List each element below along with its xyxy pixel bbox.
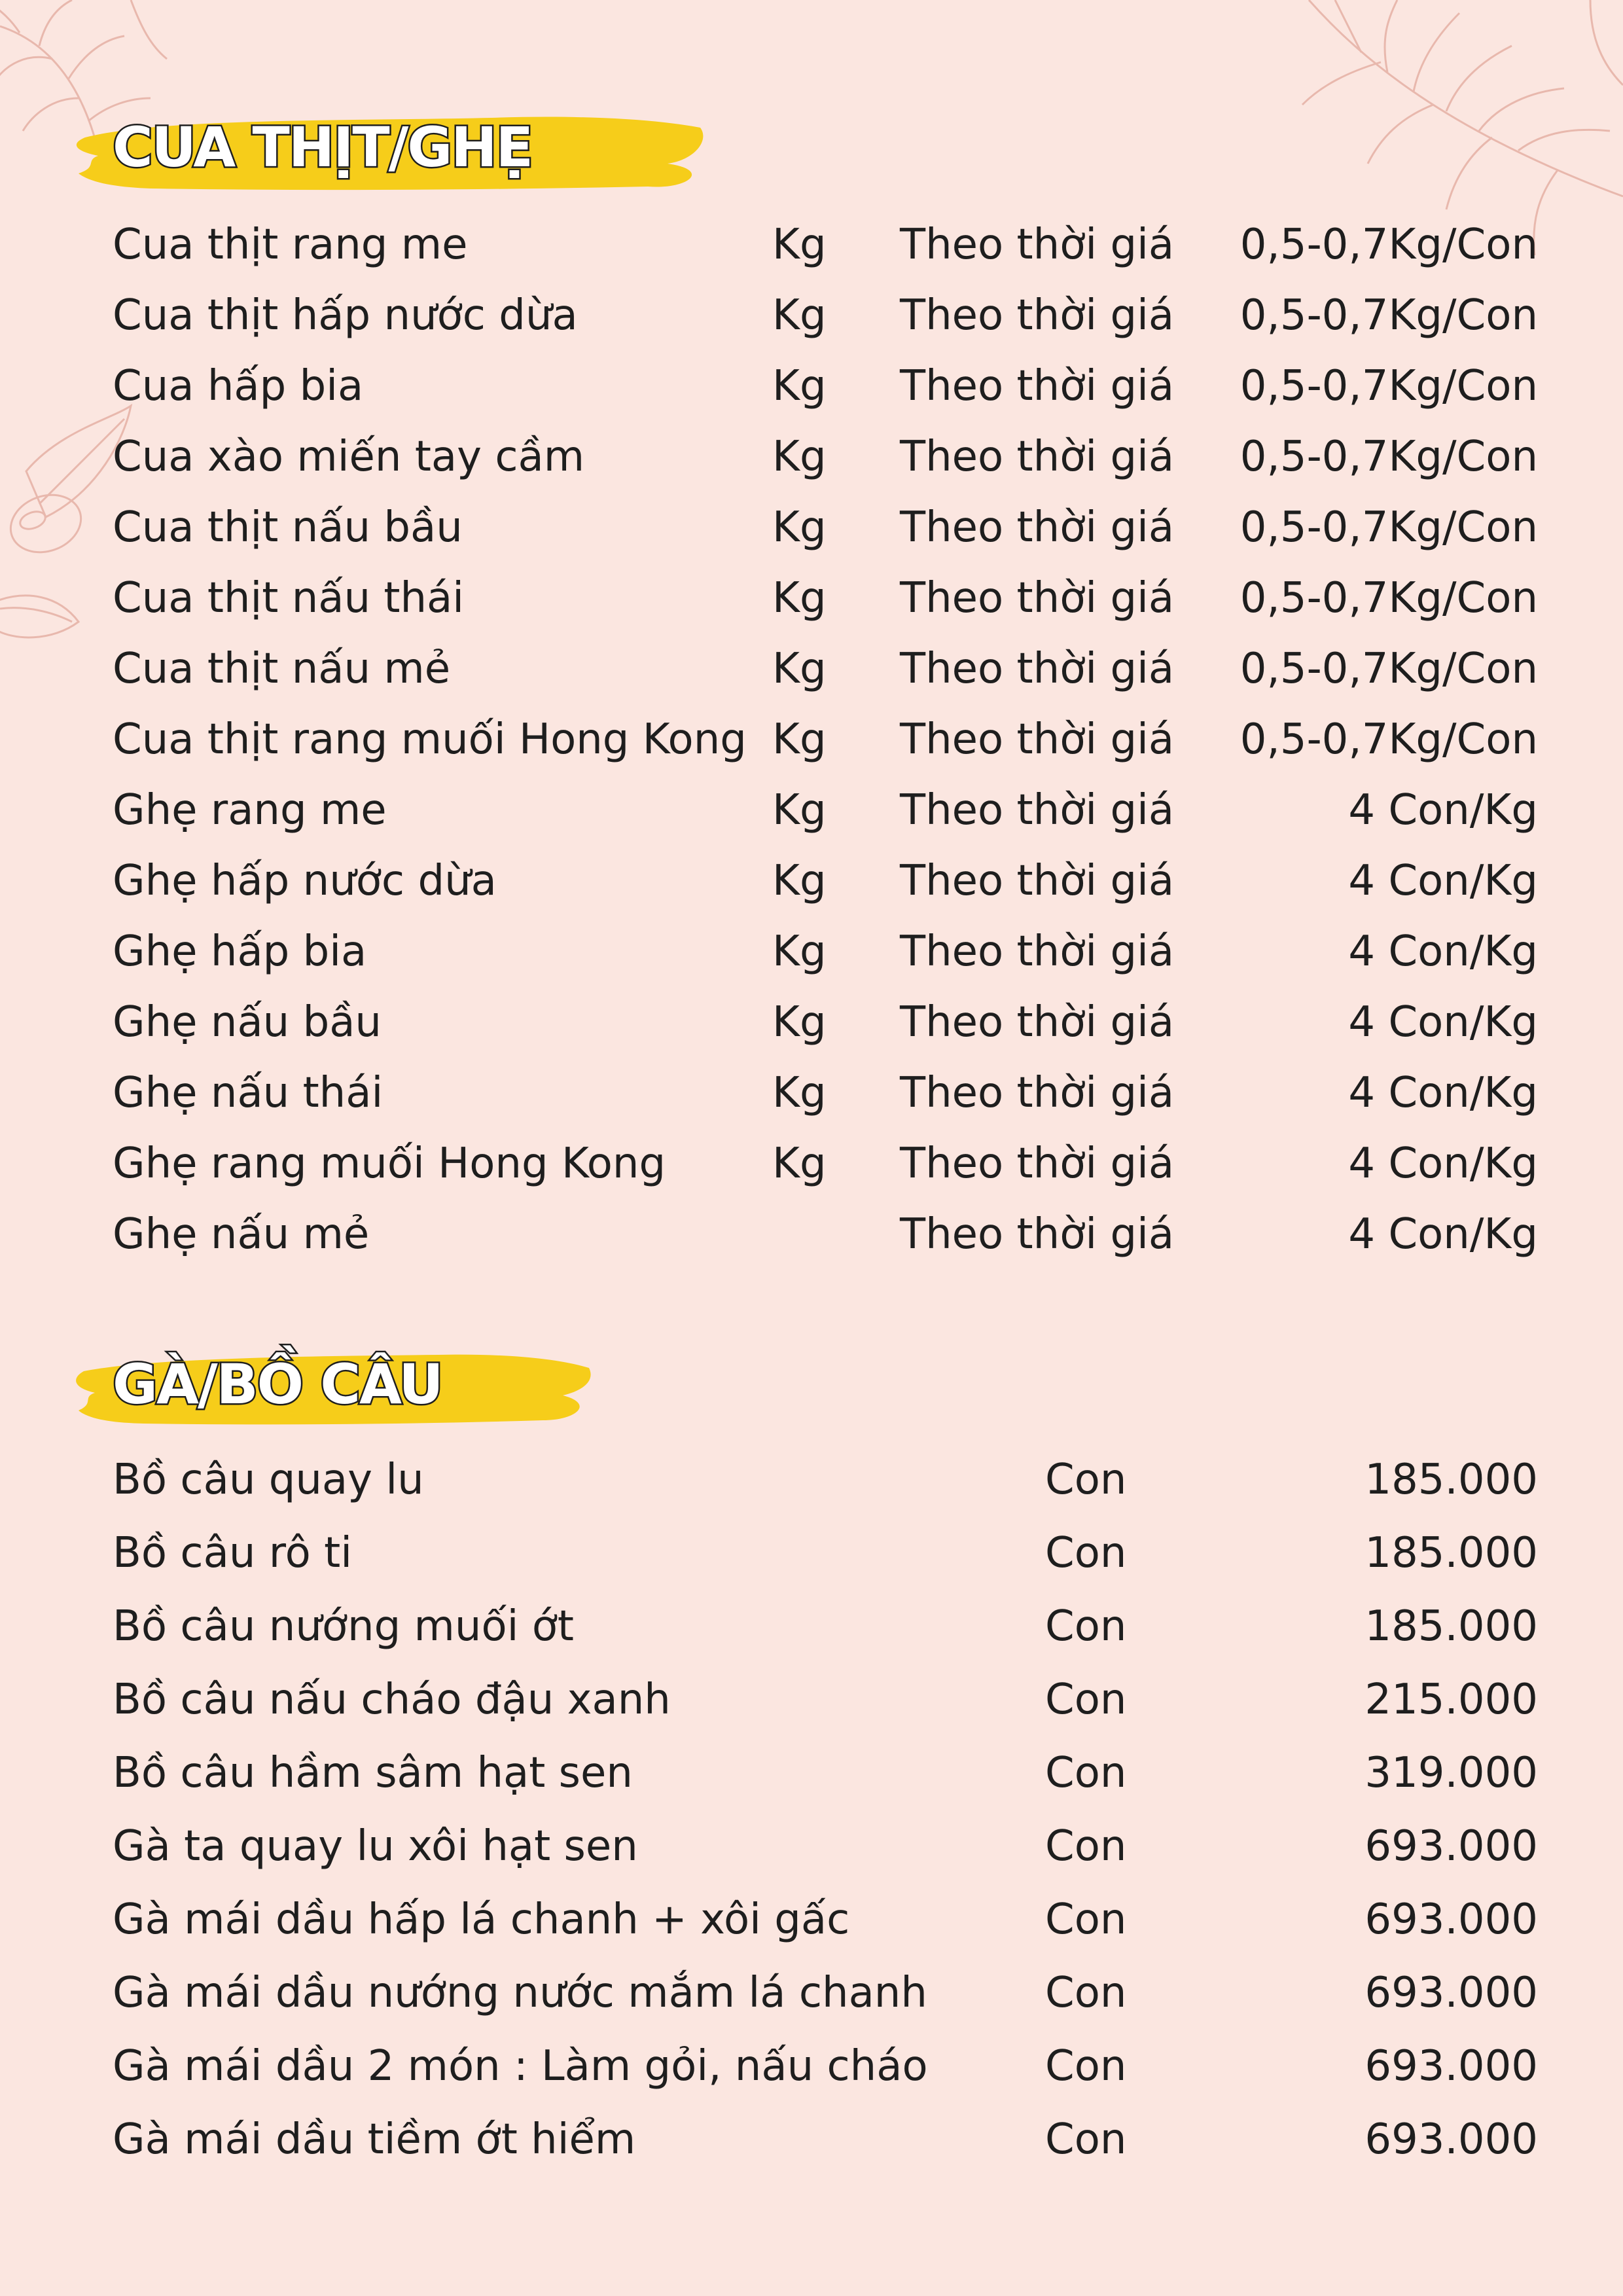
item-unit: Kg <box>772 574 827 622</box>
item-name: Bồ câu hầm sâm hạt sen <box>113 1749 633 1797</box>
menu-row <box>0 704 1623 775</box>
item-unit: Kg <box>772 645 827 693</box>
item-name: Cua thịt hấp nước dừa <box>113 291 578 340</box>
item-name: Ghẹ nấu bầu <box>113 998 382 1047</box>
item-size-note: 4 Con/Kg <box>1348 857 1538 905</box>
item-price: 185.000 <box>1364 1456 1538 1504</box>
menu-row <box>0 492 1623 563</box>
item-name: Ghẹ rang muối Hong Kong <box>113 1139 666 1188</box>
item-size-note: 0,5-0,7Kg/Con <box>1240 715 1538 764</box>
item-name: Ghẹ hấp bia <box>113 927 367 976</box>
menu-row <box>0 987 1623 1058</box>
menu-row <box>0 2104 1623 2175</box>
item-price: Theo thời giá <box>900 291 1175 340</box>
section-title-cua-thit-ghe <box>72 98 707 196</box>
item-name: Bồ câu rô ti <box>113 1529 352 1577</box>
item-unit: Con <box>1045 1749 1127 1797</box>
item-unit: Kg <box>772 715 827 764</box>
section-title-text: GÀ/BỒ CÂU <box>113 1352 442 1416</box>
item-price: 215.000 <box>1364 1676 1538 1724</box>
item-unit: Con <box>1045 1602 1127 1651</box>
menu-row <box>0 775 1623 846</box>
item-price: Theo thời giá <box>900 221 1175 269</box>
menu-row <box>0 1128 1623 1199</box>
menu-row <box>0 1591 1623 1662</box>
item-size-note: 4 Con/Kg <box>1348 786 1538 834</box>
item-name: Cua thịt nấu thái <box>113 574 465 622</box>
menu-row <box>0 1664 1623 1735</box>
item-name: Ghẹ nấu mẻ <box>113 1210 370 1259</box>
item-unit: Kg <box>772 857 827 905</box>
item-name: Ghẹ rang me <box>113 786 387 834</box>
item-unit: Kg <box>772 998 827 1047</box>
item-name: Ghẹ nấu thái <box>113 1069 383 1117</box>
item-unit: Kg <box>772 221 827 269</box>
item-price: 693.000 <box>1364 1969 1538 2017</box>
menu-row <box>0 1811 1623 1882</box>
item-unit: Kg <box>772 291 827 340</box>
section-title-ga-bo-cau <box>72 1335 596 1433</box>
item-name: Cua hấp bia <box>113 362 364 410</box>
item-unit: Con <box>1045 1456 1127 1504</box>
item-name: Cua xào miến tay cầm <box>113 433 585 481</box>
item-unit: Kg <box>772 927 827 976</box>
item-unit: Kg <box>772 1069 827 1117</box>
item-price: Theo thời giá <box>900 1210 1175 1259</box>
item-unit: Kg <box>772 503 827 552</box>
menu-row <box>0 1058 1623 1128</box>
menu-row <box>0 1958 1623 2028</box>
item-name: Bồ câu nướng muối ớt <box>113 1602 574 1651</box>
menu-row <box>0 846 1623 916</box>
item-name: Ghẹ hấp nước dừa <box>113 857 497 905</box>
menu-row <box>0 563 1623 634</box>
item-size-note: 0,5-0,7Kg/Con <box>1240 221 1538 269</box>
item-size-note: 4 Con/Kg <box>1348 1069 1538 1117</box>
item-name: Cua thịt nấu mẻ <box>113 645 451 693</box>
item-price: Theo thời giá <box>900 1139 1175 1188</box>
item-price: 693.000 <box>1364 2115 1538 2164</box>
item-name: Gà mái dầu 2 món : Làm gỏi, nấu cháo <box>113 2042 928 2090</box>
item-price: Theo thời giá <box>900 433 1175 481</box>
item-price: Theo thời giá <box>900 715 1175 764</box>
item-unit: Kg <box>772 1139 827 1188</box>
item-unit: Con <box>1045 1822 1127 1871</box>
item-unit: Kg <box>772 433 827 481</box>
item-price: 185.000 <box>1364 1602 1538 1651</box>
item-price: Theo thời giá <box>900 645 1175 693</box>
item-price: Theo thời giá <box>900 998 1175 1047</box>
item-unit: Kg <box>772 786 827 834</box>
item-unit: Con <box>1045 1529 1127 1577</box>
item-name: Bồ câu quay lu <box>113 1456 424 1504</box>
item-size-note: 4 Con/Kg <box>1348 1210 1538 1259</box>
item-price: 693.000 <box>1364 2042 1538 2090</box>
item-price: 319.000 <box>1364 1749 1538 1797</box>
menu-row <box>0 634 1623 704</box>
item-price: Theo thời giá <box>900 786 1175 834</box>
item-price: Theo thời giá <box>900 1069 1175 1117</box>
item-price: 693.000 <box>1364 1822 1538 1871</box>
item-unit: Con <box>1045 1895 1127 1944</box>
item-price: Theo thời giá <box>900 857 1175 905</box>
menu-row <box>0 1199 1623 1270</box>
item-name: Cua thịt rang me <box>113 221 468 269</box>
item-name: Cua thịt nấu bầu <box>113 503 463 552</box>
item-name: Gà ta quay lu xôi hạt sen <box>113 1822 638 1871</box>
item-unit: Con <box>1045 2115 1127 2164</box>
item-name: Bồ câu nấu cháo đậu xanh <box>113 1676 671 1724</box>
item-price: Theo thời giá <box>900 362 1175 410</box>
item-size-note: 0,5-0,7Kg/Con <box>1240 645 1538 693</box>
item-size-note: 0,5-0,7Kg/Con <box>1240 291 1538 340</box>
item-name: Gà mái dầu hấp lá chanh + xôi gấc <box>113 1895 850 1944</box>
menu-row <box>0 1444 1623 1515</box>
item-unit: Kg <box>772 362 827 410</box>
item-price: Theo thời giá <box>900 503 1175 552</box>
item-unit: Con <box>1045 1676 1127 1724</box>
menu-row <box>0 422 1623 492</box>
menu-row <box>0 916 1623 987</box>
item-name: Gà mái dầu nướng nước mắm lá chanh <box>113 1969 927 2017</box>
item-name: Cua thịt rang muối Hong Kong <box>113 715 747 764</box>
menu-row <box>0 1518 1623 1588</box>
item-unit: Con <box>1045 1969 1127 2017</box>
item-price: Theo thời giá <box>900 927 1175 976</box>
menu-row <box>0 1884 1623 1955</box>
item-price: 693.000 <box>1364 1895 1538 1944</box>
menu-row <box>0 351 1623 422</box>
item-size-note: 0,5-0,7Kg/Con <box>1240 362 1538 410</box>
item-size-note: 0,5-0,7Kg/Con <box>1240 574 1538 622</box>
item-size-note: 4 Con/Kg <box>1348 998 1538 1047</box>
item-price: 185.000 <box>1364 1529 1538 1577</box>
item-size-note: 4 Con/Kg <box>1348 927 1538 976</box>
menu-row <box>0 209 1623 280</box>
item-size-note: 0,5-0,7Kg/Con <box>1240 433 1538 481</box>
menu-row <box>0 2031 1623 2102</box>
item-unit: Con <box>1045 2042 1127 2090</box>
section-title-text: CUA THỊT/GHẸ <box>113 115 532 179</box>
item-price: Theo thời giá <box>900 574 1175 622</box>
menu-row <box>0 1738 1623 1808</box>
item-name: Gà mái dầu tiềm ớt hiểm <box>113 2115 636 2164</box>
item-size-note: 0,5-0,7Kg/Con <box>1240 503 1538 552</box>
item-size-note: 4 Con/Kg <box>1348 1139 1538 1188</box>
menu-row <box>0 280 1623 351</box>
